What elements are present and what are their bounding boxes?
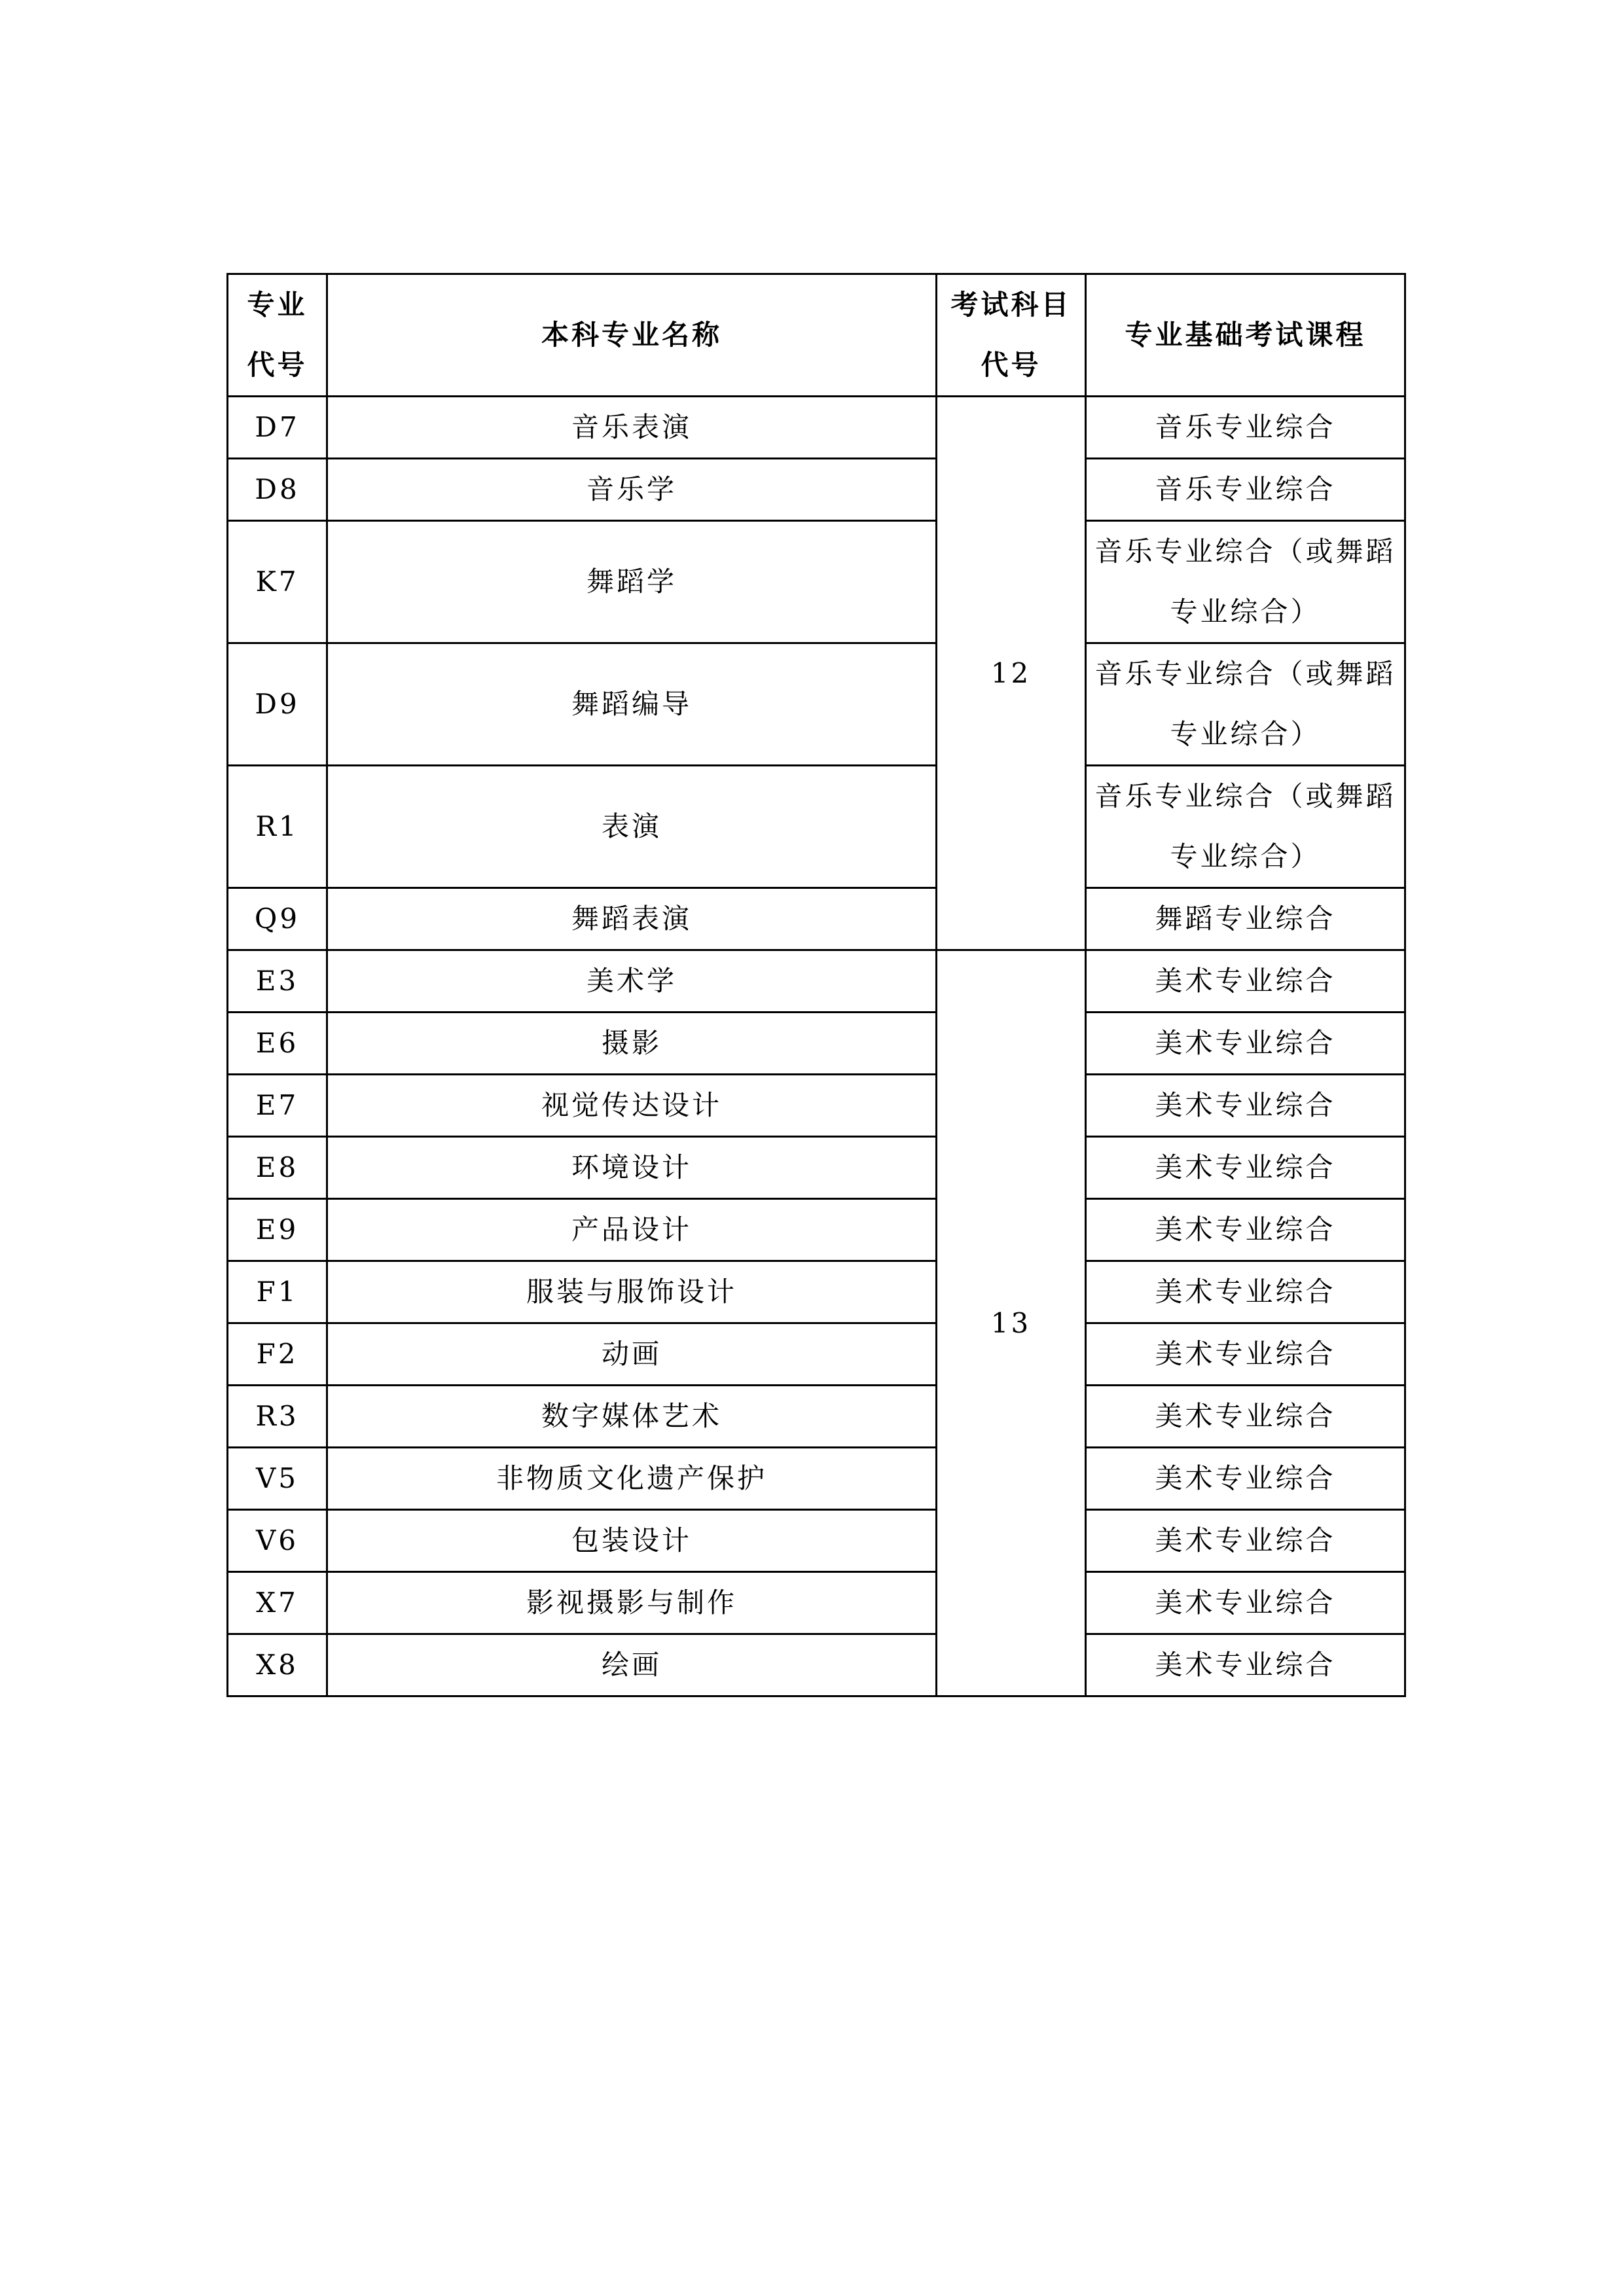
table-row bbox=[228, 1323, 1405, 1386]
major-code-cell: V6 bbox=[228, 1510, 327, 1572]
major-name-cell: 绘画 bbox=[327, 1634, 937, 1696]
exam-course-cell: 美术专业综合 bbox=[1086, 1448, 1405, 1510]
exam-course-cell: 舞蹈专业综合 bbox=[1086, 888, 1405, 950]
exam-course-line1: 音乐专业综合（或舞蹈 bbox=[1094, 780, 1396, 812]
table-row bbox=[228, 1261, 1405, 1323]
major-name-cell: 音乐学 bbox=[327, 459, 937, 521]
major-name-cell: 影视摄影与制作 bbox=[327, 1572, 937, 1634]
exam-course-cell bbox=[1086, 521, 1405, 643]
table-row bbox=[228, 1510, 1405, 1572]
major-code-cell: E7 bbox=[228, 1075, 327, 1137]
table-row bbox=[228, 397, 1405, 459]
major-name-cell: 服装与服饰设计 bbox=[327, 1261, 937, 1323]
major-name-cell: 舞蹈学 bbox=[327, 521, 937, 643]
exam-course-cell: 音乐专业综合 bbox=[1086, 397, 1405, 459]
exam-course-line1: 音乐专业综合（或舞蹈 bbox=[1094, 658, 1396, 690]
majors-table bbox=[226, 273, 1406, 1697]
major-code-cell: D7 bbox=[228, 397, 327, 459]
exam-course-cell: 音乐专业综合 bbox=[1086, 459, 1405, 521]
major-code-cell: D8 bbox=[228, 459, 327, 521]
exam-course-cell: 美术专业综合 bbox=[1086, 1634, 1405, 1696]
major-code-cell: V5 bbox=[228, 1448, 327, 1510]
major-code-cell: E6 bbox=[228, 1013, 327, 1075]
subject-code-cell: 13 bbox=[937, 950, 1086, 1696]
exam-course-line1: 音乐专业综合（或舞蹈 bbox=[1094, 535, 1396, 567]
table-row bbox=[228, 1199, 1405, 1261]
major-code-cell: X7 bbox=[228, 1572, 327, 1634]
table-row bbox=[228, 1386, 1405, 1448]
major-code-cell: D9 bbox=[228, 643, 327, 766]
major-name-cell: 包装设计 bbox=[327, 1510, 937, 1572]
exam-course-cell: 美术专业综合 bbox=[1086, 1261, 1405, 1323]
major-code-cell: R3 bbox=[228, 1386, 327, 1448]
exam-course-cell: 美术专业综合 bbox=[1086, 1510, 1405, 1572]
table-row bbox=[228, 950, 1405, 1013]
exam-course-cell: 美术专业综合 bbox=[1086, 1013, 1405, 1075]
major-code-cell: K7 bbox=[228, 521, 327, 643]
major-code-cell: F1 bbox=[228, 1261, 327, 1323]
table-header-row bbox=[228, 274, 1405, 397]
exam-course-cell: 美术专业综合 bbox=[1086, 1075, 1405, 1137]
major-name-cell: 美术学 bbox=[327, 950, 937, 1013]
major-name-cell: 动画 bbox=[327, 1323, 937, 1386]
major-name-cell: 表演 bbox=[327, 766, 937, 888]
major-name-cell: 非物质文化遗产保护 bbox=[327, 1448, 937, 1510]
header-major-code bbox=[228, 274, 327, 397]
major-name-cell: 舞蹈编导 bbox=[327, 643, 937, 766]
exam-course-cell: 美术专业综合 bbox=[1086, 1572, 1405, 1634]
header-subject-code bbox=[937, 274, 1086, 397]
major-code-cell: Q9 bbox=[228, 888, 327, 950]
table-row bbox=[228, 766, 1405, 888]
header-major-code-line1: 专业 bbox=[247, 289, 308, 321]
major-code-cell: F2 bbox=[228, 1323, 327, 1386]
table-row bbox=[228, 1448, 1405, 1510]
header-subject-code-line1: 考试科目 bbox=[950, 289, 1072, 321]
major-name-cell: 数字媒体艺术 bbox=[327, 1386, 937, 1448]
major-name-cell: 摄影 bbox=[327, 1013, 937, 1075]
major-name-cell: 视觉传达设计 bbox=[327, 1075, 937, 1137]
major-name-cell: 环境设计 bbox=[327, 1137, 937, 1199]
major-name-cell: 产品设计 bbox=[327, 1199, 937, 1261]
major-code-cell: R1 bbox=[228, 766, 327, 888]
exam-course-line2: 专业综合） bbox=[1170, 840, 1321, 872]
major-code-cell: E9 bbox=[228, 1199, 327, 1261]
major-code-cell: E8 bbox=[228, 1137, 327, 1199]
subject-code-cell: 12 bbox=[937, 397, 1086, 950]
header-major-code-line2: 代号 bbox=[247, 349, 308, 381]
exam-course-cell bbox=[1086, 643, 1405, 766]
exam-course-line2: 专业综合） bbox=[1170, 596, 1321, 628]
table-row bbox=[228, 643, 1405, 766]
table-row bbox=[228, 1137, 1405, 1199]
exam-course-line2: 专业综合） bbox=[1170, 718, 1321, 750]
major-name-cell: 舞蹈表演 bbox=[327, 888, 937, 950]
exam-course-cell: 美术专业综合 bbox=[1086, 1323, 1405, 1386]
major-name-cell: 音乐表演 bbox=[327, 397, 937, 459]
header-major-name: 本科专业名称 bbox=[327, 274, 937, 397]
header-exam-course: 专业基础考试课程 bbox=[1086, 274, 1405, 397]
table-row bbox=[228, 1013, 1405, 1075]
major-code-cell: E3 bbox=[228, 950, 327, 1013]
table-row bbox=[228, 1634, 1405, 1696]
table-row bbox=[228, 1572, 1405, 1634]
header-subject-code-line2: 代号 bbox=[981, 349, 1041, 381]
table-row bbox=[228, 459, 1405, 521]
table-row bbox=[228, 888, 1405, 950]
exam-course-cell bbox=[1086, 766, 1405, 888]
exam-course-cell: 美术专业综合 bbox=[1086, 1386, 1405, 1448]
exam-course-cell: 美术专业综合 bbox=[1086, 950, 1405, 1013]
major-code-cell: X8 bbox=[228, 1634, 327, 1696]
exam-course-cell: 美术专业综合 bbox=[1086, 1137, 1405, 1199]
table-row bbox=[228, 1075, 1405, 1137]
exam-course-cell: 美术专业综合 bbox=[1086, 1199, 1405, 1261]
table-row bbox=[228, 521, 1405, 643]
